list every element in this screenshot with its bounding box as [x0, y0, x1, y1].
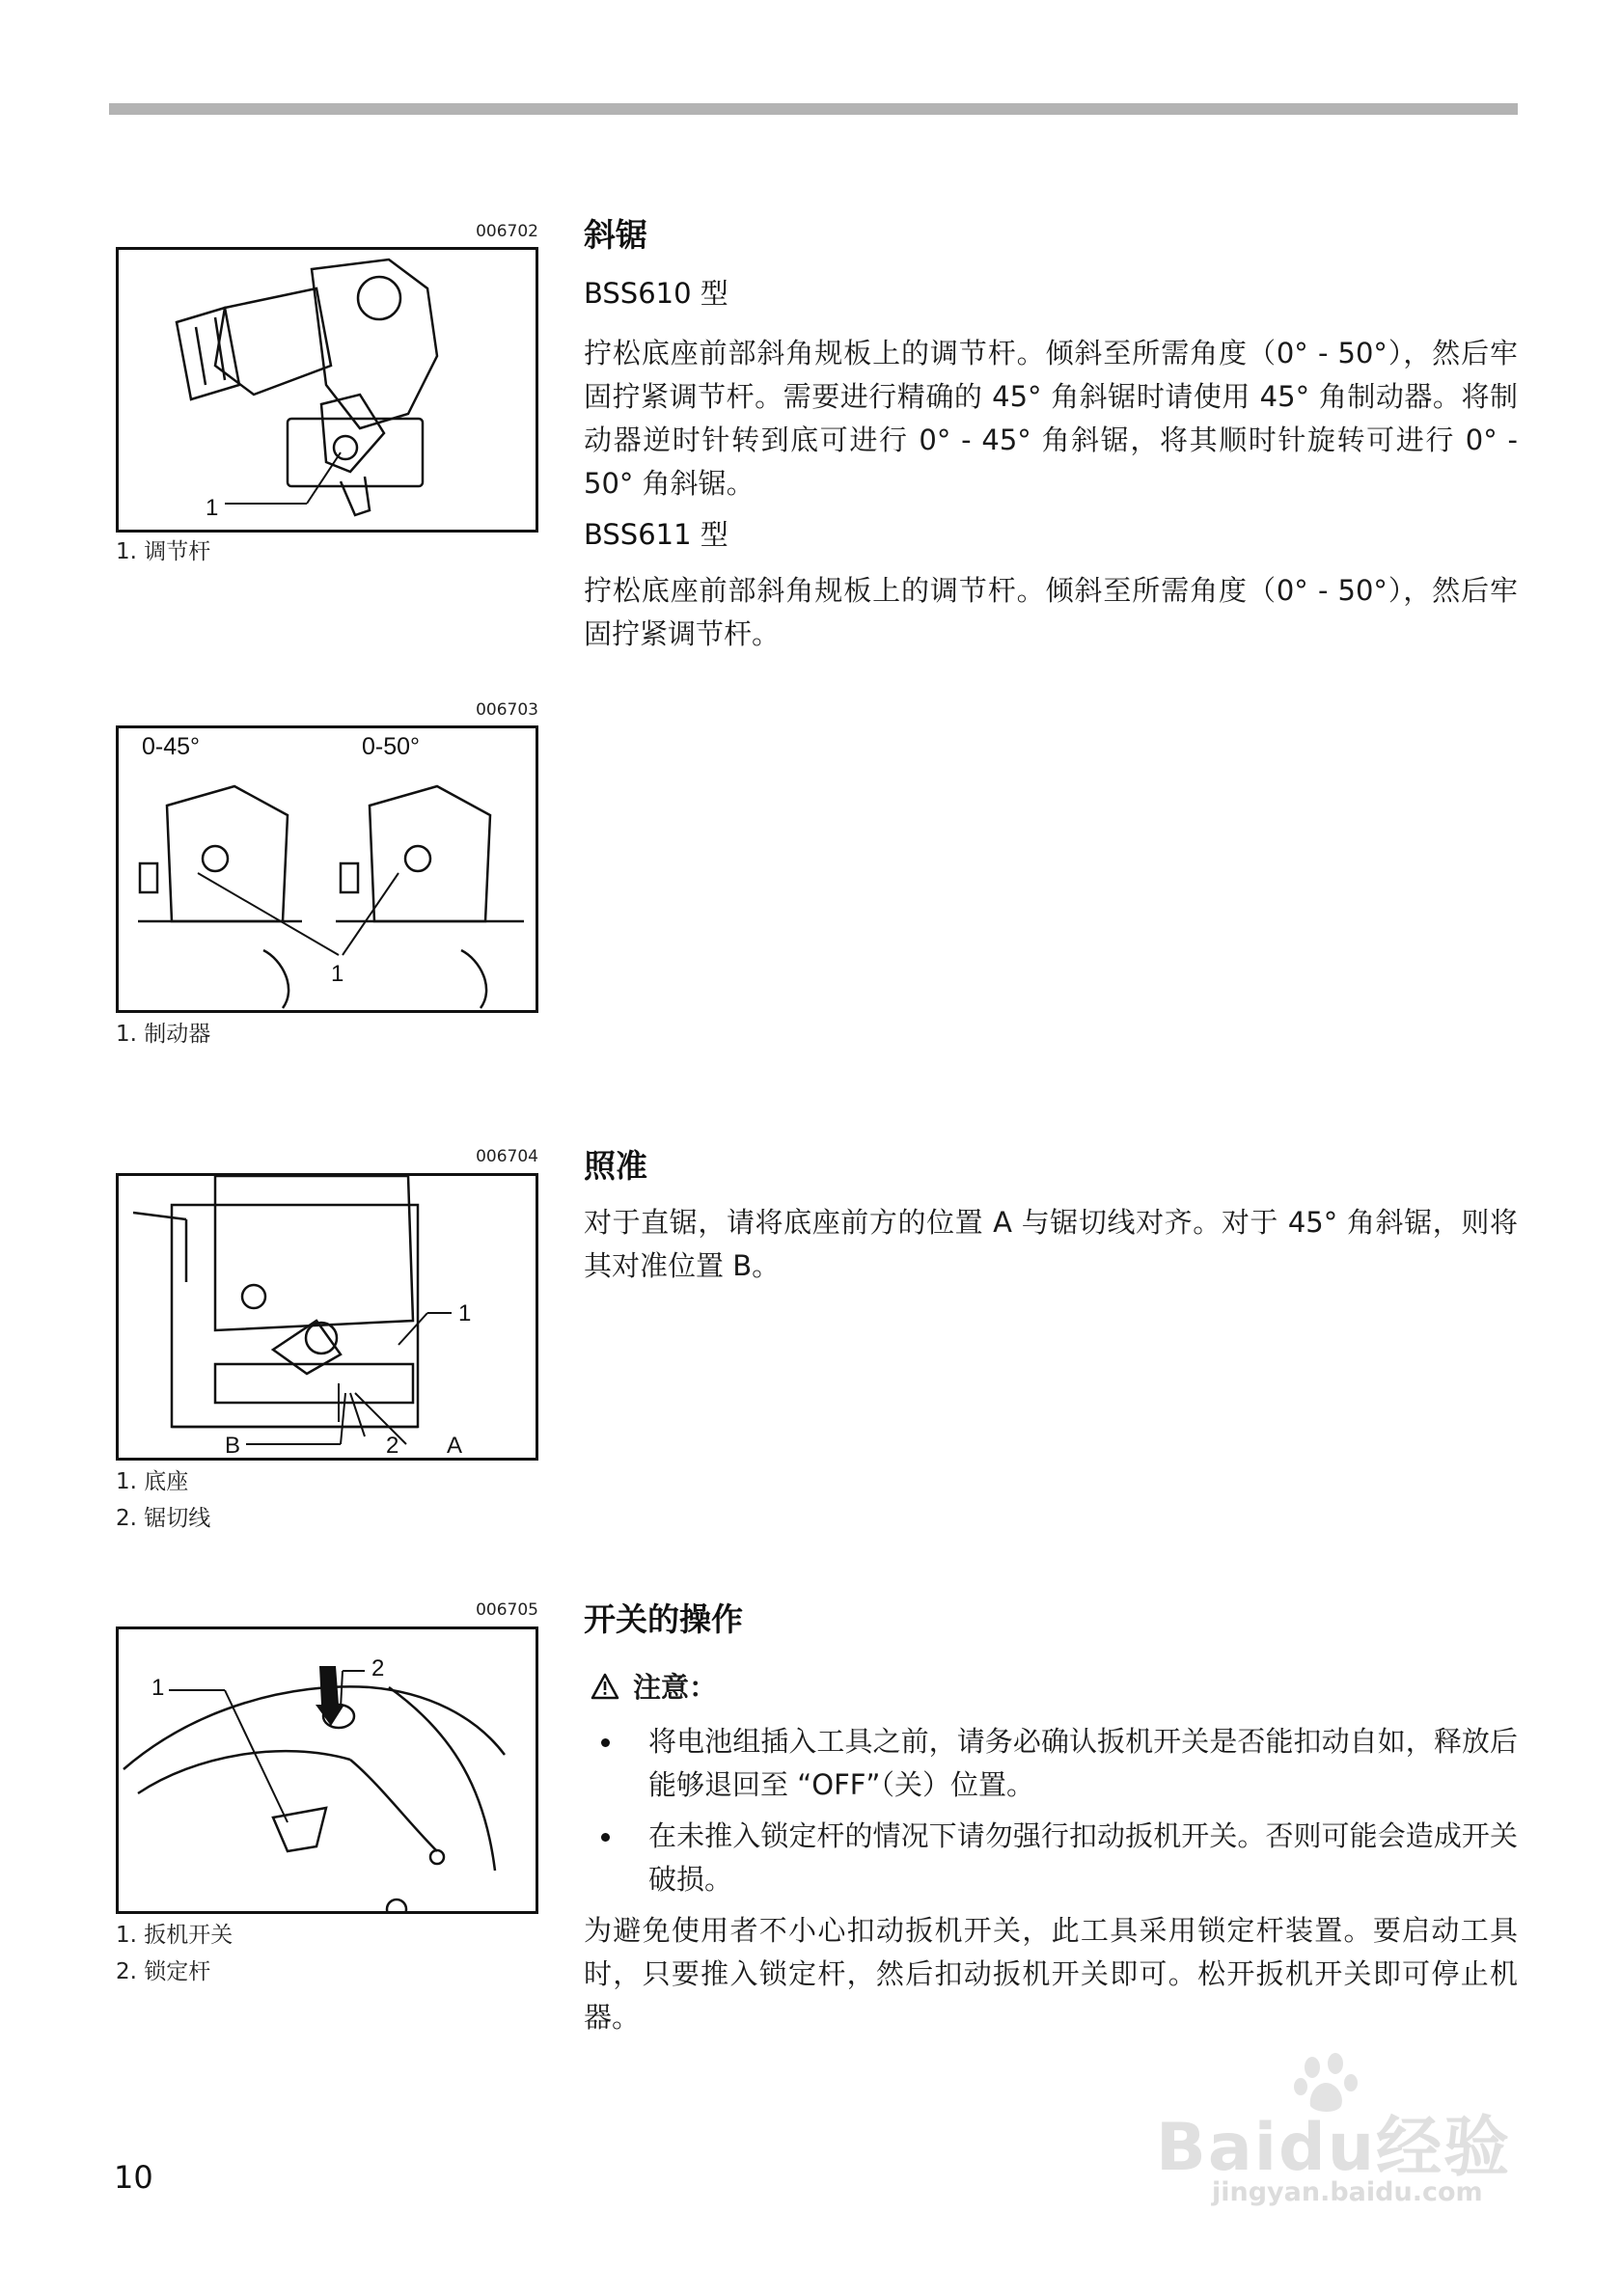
list-item-text: 在未推入锁定杆的情况下请勿强行扣动扳机开关。否则可能会造成开关破损。: [648, 1819, 1518, 1896]
figure-id: 006703: [476, 700, 538, 720]
figure-stopper: [116, 725, 538, 1013]
model-heading: BSS610 型: [584, 277, 728, 310]
callout-1: 1: [331, 961, 344, 987]
saw-illustration: [119, 250, 536, 530]
list-item-text: 将电池组插入工具之前，请务必确认扳机开关是否能扣动自如，释放后能够退回至 “OFF”（关）位置。: [648, 1725, 1518, 1801]
figure-id: 006704: [476, 1147, 538, 1166]
callout-1: 1: [151, 1675, 165, 1701]
stopper-illustration: [119, 728, 536, 1010]
callout-A: A: [447, 1433, 463, 1458]
section-heading: 斜锯: [584, 216, 647, 254]
figure-sighting: [116, 1173, 538, 1461]
list-item: [584, 1720, 1518, 1807]
section-heading: 开关的操作: [584, 1600, 743, 1638]
section-heading: 照准: [584, 1147, 647, 1185]
base-illustration: [119, 1176, 536, 1458]
caution-label: 注意：: [633, 1671, 718, 1704]
caption: 1. 调节杆: [116, 539, 211, 564]
caption: 2. 锯切线: [116, 1506, 211, 1531]
caption: 1. 制动器: [116, 1022, 211, 1047]
bullet-icon: [601, 1738, 610, 1747]
caption: 2. 锁定杆: [116, 1959, 211, 1984]
figure-id: 006705: [476, 1600, 538, 1620]
figure-switch: [116, 1626, 538, 1914]
top-rule: [109, 103, 1518, 115]
figure-id: 006702: [476, 222, 538, 241]
callout-2: 2: [386, 1433, 399, 1458]
caption: 1. 扳机开关: [116, 1923, 234, 1948]
caution-heading: [591, 1666, 717, 1706]
callout-1: 1: [206, 495, 219, 521]
list-item: [584, 1815, 1518, 1901]
paragraph: 拧松底座前部斜角规板上的调节杆。倾斜至所需角度（0° - 50°），然后牢固拧紧调节杆。: [584, 574, 1518, 650]
callout-B: B: [225, 1433, 241, 1458]
warning-icon: [591, 1673, 619, 1700]
model-heading: BSS611 型: [584, 518, 728, 551]
angle-label-45: 0-45°: [142, 733, 201, 760]
paragraph: 对于直锯，请将底座前方的位置 A 与锯切线对齐。对于 45° 角斜锯，则将其对准位置 B。: [584, 1206, 1518, 1282]
angle-label-50: 0-50°: [362, 733, 421, 760]
caption: 1. 底座: [116, 1469, 189, 1494]
bullet-icon: [601, 1833, 610, 1842]
callout-1: 1: [458, 1300, 472, 1326]
paragraph: 为避免使用者不小心扣动扳机开关，此工具采用锁定杆装置。要启动工具时，只要推入锁定杆，然后扣动扳机开关即可。松开扳机开关即可停止机器。: [584, 1914, 1518, 2034]
page-number: 10: [114, 2159, 153, 2196]
callout-2: 2: [371, 1655, 385, 1681]
handle-illustration: [119, 1629, 536, 1911]
paragraph: 拧松底座前部斜角规板上的调节杆。倾斜至所需角度（0° - 50°），然后牢固拧紧调节杆。需要进行精确的 45° 角斜锯时请使用 45° 角制动器。将制动器逆时针转到底可进行 0° - 45° 角斜锯，将其顺时针旋转可进行 0° - 50° 角斜锯。: [584, 337, 1518, 500]
watermark-brand: Baidu经验: [1156, 2110, 1512, 2186]
figure-bevel-lever: [116, 247, 538, 533]
watermark-url: jingyan.baidu.com: [1212, 2177, 1483, 2207]
